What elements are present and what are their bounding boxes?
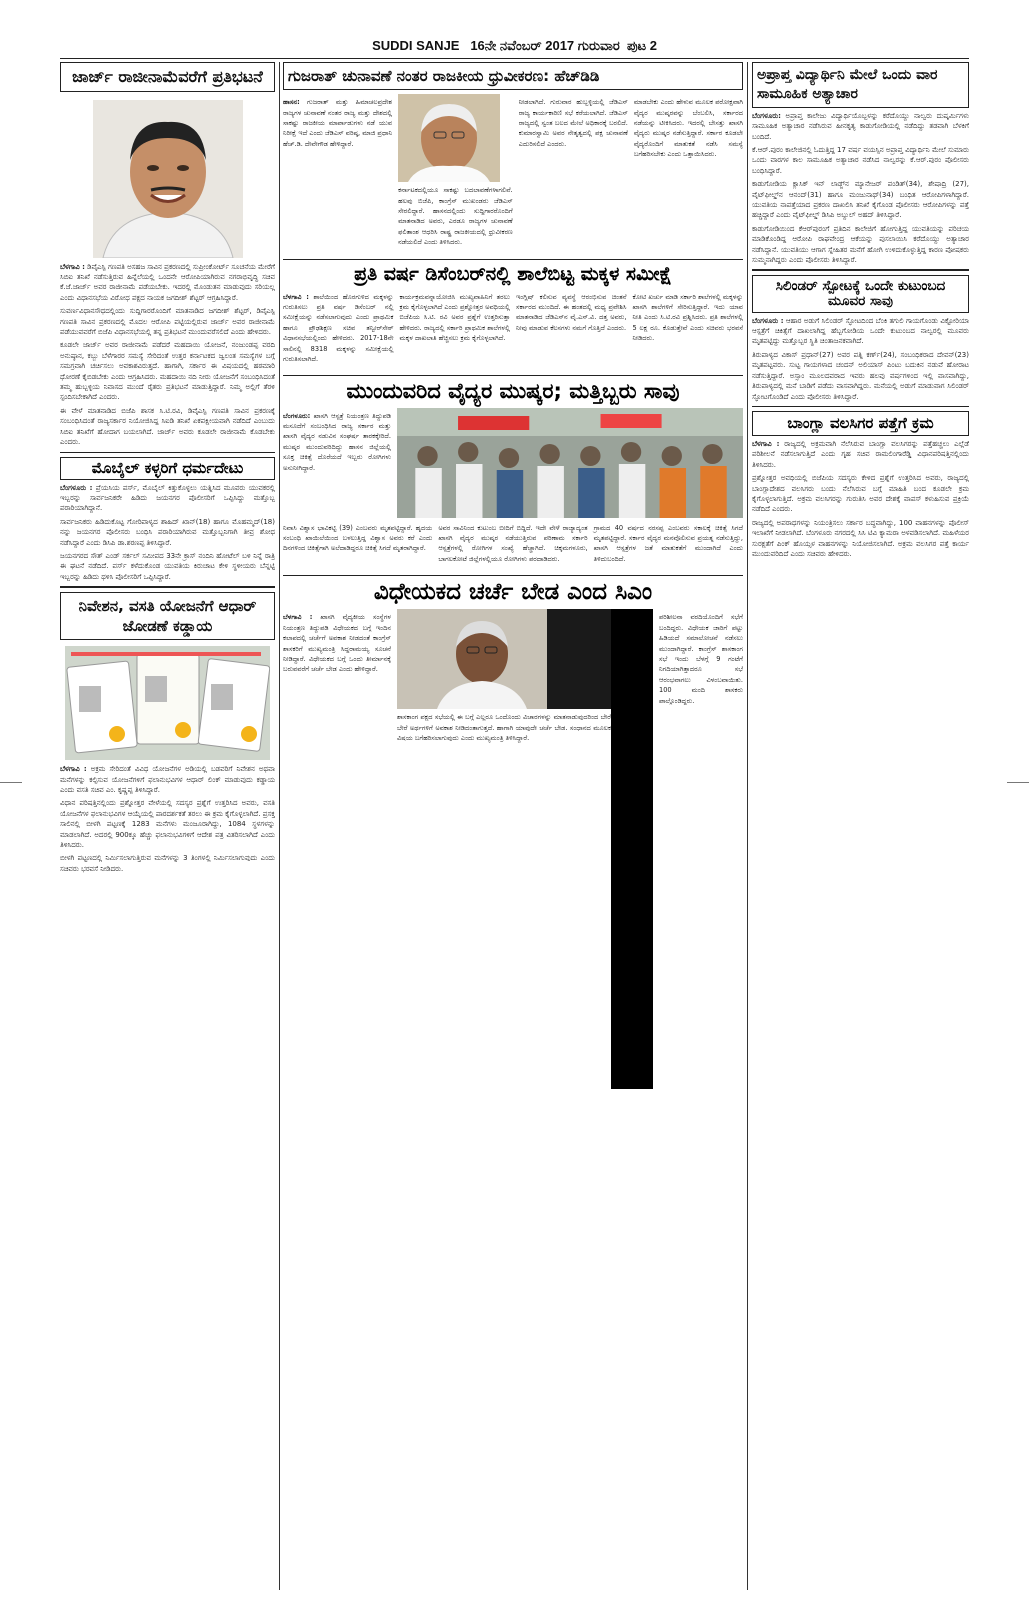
headline-mobile-thieves: ಮೊಬೈಲ್ ಕಳ್ಳರಿಗೆ ಧರ್ಮದೇಟು xyxy=(60,457,275,480)
article-text: ಕೆ.ಆರ್.ಪುರಂ ಕಾಲೇಜಿನಲ್ಲಿ ಓದುತ್ತಿದ್ದ 17 ವರ್ಷ ವಯಸ್ಸಿನ ಅಪ್ರಾಪ್ತ ವಿದ್ಯಾರ್ಥಿನಿ ಮೇಲೆ ಸುಮಾರು ಒಂದು ವಾರಗಳ ಕಾಲ ಸಾಮೂಹಿಕ ಅತ್ಯಾಚಾರ ನಡೆಸಿದ ನಾಲ್ವರನ್ನು ಕೆ.ಆರ್.ಪುರಂ ಪೊಲೀಸರು ಬಂಧಿಸಿದ್ದಾರೆ. xyxy=(752,146,969,175)
article-text: ಶಾಲೆಯಿಂದ ಹೊರಗುಳಿದ ಮಕ್ಕಳನ್ನು ಗುರುತಿಸಲು ಪ್ರತಿ ವರ್ಷ ಡಿಸೆಂಬರ್ ನಲ್ಲಿ ಸಮೀಕ್ಷೆಯನ್ನು ನಡೆಸಲಾಗುವುದು ಎಂದು ಪ್ರಾಥಮಿಕ ಹಾಗೂ ಪ್ರೌಢಶಿಕ್ಷಣ ಸಚಿವ ತನ್ವೀರ್‌ಸೇಠ್ ವಿಧಾನಸಭೆಯಲ್ಲಿಂದು ಹೇಳಿದರು. 2017-18ನೇ ಸಾಲಿನಲ್ಲಿ 8318 ಮಕ್ಕಳನ್ನು ಸಮೀಕ್ಷೆಯಲ್ಲಿ ಗುರುತಿಸಲಾಗಿದೆ. xyxy=(283,292,394,364)
headline-bangla-migrants: ಬಾಂಗ್ಲಾ ವಲಸಿಗರ ಪತ್ತೆಗೆ ಕ್ರಮ xyxy=(752,411,969,436)
article-text: ಮಾಡಬೇಕು ಎಂದು ಹೇಳುವ ಮೂಲಕ ಪರೋಕ್ಷವಾಗಿ ವೈದ್ಯರ ಮುಷ್ಕರವನ್ನು ಬೆಂಬಲಿಸಿ, ಸರ್ಕಾರದ ನಡೆಯನ್ನು ಟೀಕಿಸಿದರು. ಇದರಲ್ಲಿ ಬೇಸತ್ತು ಖಾಸಗಿ ವೈದ್ಯರು ಮುಷ್ಕರ ನಡೆಸುತ್ತಿದ್ದಾರೆ. ಸರ್ಕಾರ ಕೂಡಲೇ ವೈದ್ಯರೊಂದಿಗೆ ಮಾತುಕತೆ ನಡೆಸಿ ಸಮಸ್ಯೆ ಬಗೆಹರಿಸಬೇಕು ಎಂದು ಒತ್ತಾಯಿಸಿದರು. xyxy=(633,98,743,159)
column-rule xyxy=(747,62,748,1590)
article-text: ಸುವರ್ಣವಿಧಾನಸೌಧದಲ್ಲಿಂದು ಸುದ್ದಿಗಾರರೊಂದಿಗೆ ಮಾತನಾಡಿದ ಜಗದೀಶ್ ಶೆಟ್ಟರ್, ಡಿವೈಎಸ್ಪಿ ಗಣಪತಿ ಸಾವಿನ ಪ್ರಕರಣದಲ್ಲಿ ಮೊದಲ ಆರೋಪಿ ಪಟ್ಟಿಯಲ್ಲಿರುವ ಜಾರ್ಜ್ ಅವರ ರಾಜೀನಾಮೆ ಪಡೆಯುವವರೆಗೆ ಬಿಜೆಪಿ ವಿಧಾನಸಭೆಯಲ್ಲಿ ತನ್ನ ಪ್ರತಿಭಟನೆ ಮುಂದುವರೆಸಲಿದೆ ಎಂದು ಹೇಳಿದರು. xyxy=(60,307,275,337)
dateline: ಬೆಳಗಾವಿ : xyxy=(283,613,313,622)
issue-date: 16ನೇ ನವೆಂಬರ್ 2017 ಗುರುವಾರ xyxy=(470,38,620,53)
headline-gujarat-election: ಗುಜರಾತ್ ಚುನಾವಣೆ ನಂತರ ರಾಜಕೀಯ ಧ್ರುವೀಕರಣ: ಹೆಚ್‌ಡಿಡಿ xyxy=(283,62,743,90)
article-text: ಕಾರ್ಯಕ್ರಮವನ್ನಾಯೋಜಿಸಿ ಮುಖ್ಯವಾಹಿನಿಗೆ ತರಲು ಕ್ರಮ ಕೈಗೊಳ್ಳಲಾಗಿದೆ ಎಂದು ಪ್ರಶ್ನೋತ್ತರ ಅವಧಿಯಲ್ಲಿ ಬಿಜೆಪಿಯ ಸಿ.ಟಿ. ರವಿ ಅವರ ಪ್ರಶ್ನೆಗೆ ಉತ್ತರಿಸುತ್ತಾ ಹೇಳಿದರು. ರಾಜ್ಯದಲ್ಲಿ ಸರ್ಕಾರಿ ಪ್ರಾಥಮಿಕ ಶಾಲೆಗಳಲ್ಲಿ ಮಕ್ಕಳ ದಾಖಲಾತಿ ಹೆಚ್ಚಿಸಲು ಕ್ರಮ ಕೈಗೊಳ್ಳಲಾಗಿದೆ. xyxy=(399,292,510,343)
article-text: ರಾಜ್ಯದಲ್ಲಿ ಅಕ್ರಮವಾಗಿ ನೆಲೆಸಿರುವ ಬಾಂಗ್ಲಾ ವಲಸಿಗರನ್ನು ಪತ್ತೆಹಚ್ಚಲು ಎಲ್ಲೆಡೆ ಪರಿಶೀಲನೆ ನಡೆಸಲಾಗುತ್ತಿದೆ ಎಂದು ಗೃಹ ಸಚಿವ ರಾಮಲಿಂಗಾರೆಡ್ಡಿ ವಿಧಾನಪರಿಷತ್ತಿನಲ್ಲಿಂದು ತಿಳಿಸಿದರು. xyxy=(752,439,969,469)
protest-photo xyxy=(397,408,743,518)
politician-photo xyxy=(93,100,243,258)
center-column xyxy=(283,62,743,1590)
page-number: ಪುಟ 2 xyxy=(627,38,657,53)
article-text: ಅಪ್ರಾಪ್ತ ಕಾಲೇಜು ವಿದ್ಯಾರ್ಥಿಯೊಬ್ಬಳನ್ನು ಕರೆದೊಯ್ದು ನಾಲ್ವರು ದುಷ್ಕರ್ಮಿಗಳು ಸಾಮೂಹಿಕ ಅತ್ಯಾಚಾರ ನಡೆಸಿರುವ ಹೀನಕೃತ್ಯ ಕಾಡುಗೋಡಿಯಲ್ಲಿ ನಡೆದಿದ್ದು ತಡವಾಗಿ ಬೆಳಕಿಗೆ ಬಂದಿದೆ. xyxy=(752,111,969,141)
article-text: ಕರ್ನಾಟಕದಲ್ಲಿಯೂ ಸಾಕಷ್ಟು ಬದಲಾವಣೆಗಳಾಗಲಿವೆ. ಹಲವು ಬಿಜೆಪಿ, ಕಾಂಗ್ರೆಸ್ ಮುಖಂಡರು ಜೆಡಿಎಸ್ ಸೇರಲಿದ್ದಾರೆ. ಹಾಸನದಲ್ಲಿಂದು ಸುದ್ದಿಗಾರರೊಂದಿಗೆ ಮಾತನಾಡಿದ ಅವರು, ಎರಡೂ ರಾಜ್ಯಗಳ ಚುನಾವಣೆ ಫಲಿತಾಂಶ ಆಧರಿಸಿ ರಾಷ್ಟ್ರ ರಾಜಕೀಯದಲ್ಲಿ ಧ್ರುವೀಕರಣ ನಡೆಯಲಿದೆ ಎಂದು ತಿಳಿಸಿದರು. xyxy=(398,186,513,247)
article-text: ವಿಧಾನ ಪರಿಷತ್ತಿನಲ್ಲಿಂದು ಪ್ರಶ್ನೋತ್ತರ ವೇಳೆಯಲ್ಲಿ ಸದಸ್ಯರ ಪ್ರಶ್ನೆಗೆ ಉತ್ತರಿಸಿದ ಅವರು, ವಸತಿ ಯೋಜನೆಗಳ ಫಲಾನುಭವಿಗಳ ಆಯ್ಕೆಯಲ್ಲಿ ಪಾರದರ್ಶಕತೆ ತರಲು ಈ ಕ್ರಮ ಕೈಗೊಳ್ಳಲಾಗಿದೆ. ಪ್ರಸಕ್ತ ಸಾಲಿನಲ್ಲಿ ಬೀಳಗಿ ಪಟ್ಟಣಕ್ಕೆ 1283 ಮನೆಗಳು ಮಂಜೂರಾಗಿದ್ದು, 1084 ಸ್ಥಳಗಳನ್ನು ಮಾಡಲಾಗಿದೆ. ಅದರಲ್ಲಿ 900ಕ್ಕೂ ಹೆಚ್ಚು ಫಲಾನುಭವಿಗಳಿಗೆ ಆದೇಶ ಪತ್ರ ವಿತರಿಸಲಾಗಿದೆ ಎಂದು ತಿಳಿಸಿದರು. xyxy=(60,799,275,849)
headline-gang-rape: ಅಪ್ರಾಪ್ತ ವಿದ್ಯಾರ್ಥಿನಿ ಮೇಲೆ ಒಂದು ವಾರ ಸಾಮೂಹಿಕ ಅತ್ಯಾಚಾರ xyxy=(752,62,969,108)
dateline: ಬೆಂಗಳೂರು : xyxy=(752,316,784,325)
dateline: ಬೆಳಗಾವಿ : xyxy=(60,765,87,774)
headline-cylinder-blast: ಸಿಲಿಂಡರ್ ಸ್ಪೋಟಕ್ಕೆ ಒಂದೇ ಕುಟುಂಬದ ಮೂವರ ಸಾವು xyxy=(752,275,969,313)
article-text: ಕಾಡುಗೋಡಿಯಿಂದ ಕೆಆರ್‌ಪುರಂಗೆ ಪ್ರತಿದಿನ ಕಾಲೇಜಿಗೆ ಹೋಗುತ್ತಿದ್ದ ಯುವತಿಯನ್ನು ಪರಿಚಯ ಮಾಡಿಕೊಂಡಿದ್ದ ಆರೋಪಿ ರಾಘವೇಂದ್ರ ಆಕೆಯನ್ನು ಪುಸಲಾಯಿಸಿ ಕರೆದೊಯ್ದು ಅತ್ಯಾಚಾರ ನಡೆಸಿದ್ದಾನೆ. ಯುವತಿಯು ಆಗಾಗ ಸ್ನೇಹಿತರ ಮನೆಗೆ ಹೋಗಿ ಉಳಿದುಕೊಳ್ಳುತ್ತಿದ್ದ ಕಾರಣ ಪೋಷಕರು ಸುಮ್ಮನಾಗಿದ್ದರು ಎಂದು ಪೊಲೀಸರು ತಿಳಿಸಿದ್ದಾರೆ. xyxy=(752,224,969,265)
article-text: ಆಹಾರ ಅಡುಗೆ ಸಿಲಿಂಡರ್ ಸ್ಫೋಟದಿಂದ ಬೆಂಕಿ ತಗುಲಿ ಗಾಯಗೊಂಡು ವಿಕ್ಟೋರಿಯಾ ಆಸ್ಪತ್ರೆಗೆ ಚಿಕಿತ್ಸೆಗೆ ದಾಖಲಾಗಿದ್ದ ಹೆಬ್ಬಗೋಡಿಯ ಒಂದೇ ಕುಟುಂಬದ ನಾಲ್ವರಲ್ಲಿ ಮೂವರು ಮೃತಪಟ್ಟಿದ್ದು ಮತ್ತೊಬ್ಬರ ಸ್ಥಿತಿ ಚಿಂತಾಜನಕವಾಗಿದೆ. xyxy=(752,316,969,346)
crop-mark-left xyxy=(0,782,22,783)
left-column xyxy=(60,62,275,1590)
article-text: ರಾಜ್ಯದಲ್ಲಿ ಅಪರಾಧಗಳನ್ನು ನಿಯಂತ್ರಿಸಲು ಸರ್ಕಾರ ಬದ್ಧವಾಗಿದ್ದು, 100 ವಾಹನಗಳನ್ನು ಪೊಲೀಸ್ ಇಲಾಖೆಗೆ ನೀಡಲಾಗಿದೆ. ಬೆಂಗಳೂರು ನಗರದಲ್ಲಿ ಸಿಸಿ ಟಿವಿ ಕ್ಯಾಮರಾ ಅಳವಡಿಸಲಾಗಿದೆ. ಮಹಿಳೆಯರ ಸುರಕ್ಷತೆಗೆ ಪಿಂಕ್ ಹೊಯ್ಸಳ ವಾಹನಗಳನ್ನು ನಿಯೋಜಿಸಲಾಗಿದೆ. ಅಕ್ರಮ ವಲಸಿಗರ ಪತ್ತೆ ಕಾರ್ಯ ಮುಂದುವರಿದಿದೆ ಎಂದು ಸಚಿವರು ಹೇಳಿದರು. xyxy=(752,518,969,558)
article-text: ಕೋಟಿ ಖರ್ಚು ಮಾಡಿ ಸರ್ಕಾರಿ ಶಾಲೆಗಳಲ್ಲಿ ಮಕ್ಕಳನ್ನು ಖಾಸಗಿ ಶಾಲೆಗಳಿಗೆ ಸೇರಿಸುತ್ತಿದ್ದಾರೆ. ಇದು ಯಾವ ನೀತಿ ಎಂದು ಸಿ.ಟಿ.ರವಿ ಪ್ರಶ್ನಿಸಿದರು. ಪ್ರತಿ ಶಾಲೆಗಳಲ್ಲಿ 5 ಲಕ್ಷ ರೂ. ಕೊಡುತ್ತೇವೆ ಎಂದು ಸಚಿವರು ಭರವಸೆ ನೀಡಿದರು. xyxy=(632,292,743,343)
article-text: ನಿವಾಸಿ ವಿಶ್ವಾಸ ಭಾವಿಕಟ್ಟಿ (39) ಎಂಬವರು ಮೃತಪಟ್ಟಿದ್ದಾರೆ. ಹೃದಯ ಸಂಬಂಧಿ ಖಾಯಿಲೆಯಿಂದ ಬಳಲುತ್ತಿದ್ದ ವಿಶ್ವಾಸ ಅವರು ಕರೆ ಎಂದು ದಿನಗಳಿಂದ ಚಿಕಿತ್ಸೆಗಾಗಿ ಅಲೆದಾಡಿದ್ದರೂ ಚಿಕಿತ್ಸೆ ಸಿಗದೆ ಮೃತರಾಗಿದ್ದಾರೆ. xyxy=(283,523,433,553)
crop-mark-right xyxy=(1007,782,1029,783)
article-text: ಶಾಸಕಾಂಗ ಪಕ್ಷದ ಸಭೆಯಲ್ಲಿ ಈ ಬಗ್ಗೆ ಎಲ್ಲರೂ ಒಂದೊಂದು ವಿಚಾರಗಳನ್ನು ಮಾತನಾಡುವುದರಿಂದ ಬೇರೆ ಬೇರೆ ಅರ್ಥಗಳಿಗೆ ಅವಕಾಶ ನೀಡಿದಂತಾಗುತ್ತದೆ. ಹಾಗಾಗಿ ಯಾವುದೇ ಚರ್ಚೆ ಬೇಡ. ಸಂಧಾನದ ಮೂಲಕ ವಿಷಯ ಬಗೆಹರಿಸಲಾಗುವುದು ಎಂದು ಮುಖ್ಯಮಂತ್ರಿ ತಿಳಿಸಿದ್ದಾರೆ. xyxy=(397,713,611,743)
dateline: ಬೆಂಗಳೂರು : xyxy=(60,483,93,492)
hdd-photo xyxy=(398,94,500,182)
headline-doctors-strike: ಮುಂದುವರಿದ ವೈದ್ಯರ ಮುಷ್ಕರ; ಮತ್ತಿಬ್ಬರು ಸಾವು xyxy=(283,375,743,403)
article-text: ತಿರುಪಾಳ್ಯದ ವಿಕಾಸ್ ಪ್ರಧಾನ್(27) ಅವರ ಪತ್ನಿ ಕರ್ಣ್(24), ಸಂಬಂಧಿಕರಾದ ದೇವನ್(23) ಮೃತಪಟ್ಟವರು. ಸುಟ್ಟ ಗಾಯಗಳಾದ ಚಂದನ್ ಅಲಿಯಾಸ್ ಪಿಂಟು ಬದುಕಿನ ನಡುವೆ ಹೋರಾಟ ನಡೆಸುತ್ತಿದ್ದಾರೆ. ಅಸ್ಸಾಂ ಮೂಲದವರಾದ ಇವರು ಹಲವು ವರ್ಷಗಳಿಂದ ಇಲ್ಲಿ ವಾಸವಾಗಿದ್ದು, ತಿರುಪಾಳ್ಯದಲ್ಲಿ ಮನೆ ಬಾಡಿಗೆ ಪಡೆದು ವಾಸವಾಗಿದ್ದರು. ಮನೆಯಲ್ಲಿ ಅಡುಗೆ ಮಾಡುವಾಗ ಸಿಲಿಂಡರ್ ಸ್ಫೋಟಗೊಂಡಿದೆ ಎಂದು ಪೊಲೀಸರು ತಿಳಿಸಿದ್ದಾರೆ. xyxy=(752,350,969,401)
headline-george-protest: ಜಾರ್ಜ್ ರಾಜೀನಾಮೆವರೆಗೆ ಪ್ರತಿಭಟನೆ xyxy=(60,62,275,92)
article-text: ಜಯನಗರದ ಸೌತ್ ಎಂಡ್ ಸರ್ಕಲ್ ಸಮೀಪದ 33ನೇ ಕ್ರಾಸ್ ನಂದಿನಿ ಹೋಟೆಲ್ ಬಳಿ ನಿನ್ನೆ ರಾತ್ರಿ ಈ ಘಟನೆ ನಡೆದಿದೆ. ಪರ್ಸ್ ಕಳೆದುಕೊಂಡ ಯುವತಿಯ ಕಿರುಚಾಟ ಕೇಳಿ ಸ್ಥಳೀಯರು ಬೆನ್ನಟ್ಟಿ ಇಬ್ಬರನ್ನು ಹಿಡಿದು ಥಳಿಸಿ ಪೊಲೀಸರಿಗೆ ಒಪ್ಪಿಸಿದ್ದಾರೆ. xyxy=(60,551,275,581)
article-text: ಪರಿಶೀಲನಾ ವರದಿಯೊಂದಿಗೆ ಸಭೆಗೆ ಬಂದಿದ್ದರು. ವಿಧೇಯಕ ಜಾರಿಗೆ ಪಟ್ಟು ಹಿಡಿಯದೆ ಸಮಾಲೋಚನೆ ನಡೆಸಲು ಮುಂದಾಗಿದ್ದಾರೆ. ಕಾಂಗ್ರೆಸ್ ಶಾಸಕಾಂಗ ಸಭೆ ಇಂದು ಬೆಳಗ್ಗೆ 9 ಗಂಟೆಗೆ ನಿಗದಿಯಾಗಿತ್ತಾದರೂ ಸಭೆ ಆರಂಭವಾಗಲು ವಿಳಂಬವಾಯಿತು. 100 ಮಂದಿ ಶಾಸಕರು ಪಾಲ್ಗೊಂಡಿದ್ದರು. xyxy=(659,613,743,705)
article-text: ಪ್ರೆಯಸಿಯ ಪರ್ಸ್, ಮೊಬೈಲ್ ಕಿತ್ತುಕೊಳ್ಳಲು ಯತ್ನಿಸಿದ ಮೂವರು ಯುವಕರಲ್ಲಿ ಇಬ್ಬರನ್ನು ಸಾರ್ವಜನಿಕರೇ ಹಿಡಿದು ಜಯನಗರ ಪೊಲೀಸರಿಗೆ ಒಪ್ಪಿಸಿದ್ದು ಮತ್ತೊಬ್ಬ ಪರಾರಿಯಾಗಿದ್ದಾನೆ. xyxy=(60,483,275,513)
article-text: ಕೂಡಲೇ ಜಾರ್ಜ್ ಅವರ ರಾಜೀನಾಮೆ ಪಡೆದರೆ ಮಹದಾಯಿ ಯೋಜನೆ, ನಂಜುಂಡಪ್ಪ ವರದಿ ಅನುಷ್ಠಾನ, ಕಬ್ಬು ಬೆಳೆಗಾರರ ಸಮಸ್ಯೆ ಸೇರಿದಂತೆ ಉತ್ತರ ಕರ್ನಾಟಕದ ಜ್ವಲಂತ ಸಮಸ್ಯೆಗಳ ಬಗ್ಗೆ ಸಮಗ್ರವಾಗಿ ಚರ್ಚಿಸಲು ಅವಕಾಶವಿರುತ್ತದೆ. ಹಾಗಾಗಿ, ಸರ್ಕಾರ ಈ ವಿಷಯದಲ್ಲಿ ಹಠಮಾರಿ ಧೋರಣೆ ಕೈಬಿಡಬೇಕು ಎಂದು ಆಗ್ರಹಿಸಿದರು. ಮಹದಾಯಿ ನದಿ ನೀರು ಯೋಜನೆಗೆ ಸಂಬಂಧಿಸಿದಂತೆ ತಮ್ಮ ಹುಬ್ಬಳ್ಳಿಯ ನಿವಾಸದ ಮುಂದೆ ರೈತರು ಪ್ರತಿಭಟನೆ ಮಾಡುತ್ತಿದ್ದಾರೆ. ನಿಮ್ಮ ಅಲ್ಲಿಗೆ ತೆರಳಿ ಸ್ಪಂದಿಸಬೇಕಾಗಿದೆ ಎಂದರು. xyxy=(60,341,275,402)
dateline: ಬೆಂಗಳೂರು: xyxy=(752,111,781,120)
article-text: ಅವರ ಸಾವಿನಿಂದ ಕುಟುಂಬ ಬೀದಿಗೆ ಬಿದ್ದಿದೆ. ಇದೇ ವೇಳೆ ರಾಜ್ಯಾದ್ಯಂತ ಖಾಸಗಿ ವೈದ್ಯರ ಮುಷ್ಕರ ನಡೆಯುತ್ತಿರುವ ಪರಿಣಾಮ ಸರ್ಕಾರಿ ಆಸ್ಪತ್ರೆಗಳಲ್ಲಿ ರೋಗಿಗಳ ಸಂಖ್ಯೆ ಹೆಚ್ಚಾಗಿದೆ. ಚಿಕ್ಕಮಗಳೂರು, ಬಾಗಲಕೋಟೆ ಜಿಲ್ಲೆಗಳಲ್ಲಿಯೂ ರೋಗಿಗಳು ಪರದಾಡಿದರು. xyxy=(438,523,588,563)
paper-name: SUDDI SANJE xyxy=(372,38,460,53)
article-text: ನೀಡಲಾಗಿದೆ. ಗುರುವಾರ ಹುಬ್ಬಳ್ಳಿಯಲ್ಲಿ ಜೆಡಿಎಸ್ ರಾಜ್ಯ ಕಾರ್ಯಕಾರಿಣಿ ಸಭೆ ಕರೆಯಲಾಗಿದೆ. ಜೆಡಿಎಸ್ ರಾಜ್ಯದಲ್ಲಿ ಸ್ವಂತ ಬಲದ ಮೇಲೆ ಅಧಿಕಾರಕ್ಕೆ ಬರಲಿದೆ. ಕುಮಾರಸ್ವಾಮಿ ಅವರ ನೇತೃತ್ವದಲ್ಲಿ ಪಕ್ಷ ಚುನಾವಣೆ ಎದುರಿಸಲಿದೆ ಎಂದರು. xyxy=(518,98,628,148)
article-text: ಕಾಡುಗೋಡಿಯ ಕ್ಲಾಸಿಕ್ ಇನ್ ಲಾಡ್ಜ್‌ನ ಮ್ಯಾನೇಜರ್ ಪಂಡಿತ್(34), ಶೇಷಾದ್ರಿ (27), ವೈಟ್‌ಫೀಲ್ಡ್‌ನ ಆನಂದ್(31) ಹಾಗೂ ಮಂಜುನಾಥ್(34) ಬಂಧಿತ ಆರೋಪಿಗಳಾಗಿದ್ದಾರೆ. ಯುವತಿಯ ನಾಪತ್ತೆಯಾದ ಪ್ರಕರಣ ದಾಖಲಿಸಿ ತನಿಖೆ ಕೈಗೊಂಡ ಪೊಲೀಸರು ಆರೋಪಿಗಳನ್ನು ಪತ್ತೆ ಹಚ್ಚಿದ್ದಾರೆ ಎಂದು ವೈಟ್‌ಫೀಲ್ಡ್ ಡಿಸಿಪಿ ಅಬ್ದುಲ್ ಅಹದ್ ತಿಳಿಸಿದ್ದಾರೆ. xyxy=(752,180,969,220)
article-text: ಪ್ರಶ್ನೋತ್ತರ ಅವಧಿಯಲ್ಲಿ ಬಿಜೆಪಿಯ ಸದಸ್ಯರು ಕೇಳಿದ ಪ್ರಶ್ನೆಗೆ ಉತ್ತರಿಸಿದ ಅವರು, ರಾಜ್ಯದಲ್ಲಿ ಬಾಂಗ್ಲಾದೇಶದ ವಲಸಿಗರು ಬಂದು ನೆಲೆಸಿರುವ ಬಗ್ಗೆ ಮಾಹಿತಿ ಬಂದ ಕೂಡಲೇ ಕ್ರಮ ಕೈಗೊಳ್ಳಲಾಗುತ್ತಿದೆ. ಅಕ್ರಮ ವಲಸಿಗರನ್ನು ಗುರುತಿಸಿ ಅವರ ದೇಶಕ್ಕೆ ವಾಪಸ್ ಕಳುಹಿಸುವ ಪ್ರಕ್ರಿಯೆ ನಡೆದಿದೆ ಎಂದರು. xyxy=(752,474,969,514)
article-text: ಗ್ರಾಮದ 40 ವರ್ಷದ ನರಸಪ್ಪ ಎಂಬವರು ಸಕಾಲಕ್ಕೆ ಚಿಕಿತ್ಸೆ ಸಿಗದೆ ಮೃತಪಟ್ಟಿದ್ದಾರೆ. ಸರ್ಕಾರ ವೈದ್ಯರ ಮನವೊಲಿಸುವ ಪ್ರಯತ್ನ ನಡೆಸುತ್ತಿದ್ದು, ಖಾಸಗಿ ಆಸ್ಪತ್ರೆಗಳ ಜತೆ ಮಾತುಕತೆಗೆ ಮುಂದಾಗಿದೆ ಎಂದು ತಿಳಿದುಬಂದಿದೆ. xyxy=(593,523,743,563)
article-text: ಇಂಗ್ಲಿಷ್ ಕಲಿಸುವ ವ್ಯವಸ್ಥೆ ಆರಂಭಿಸುವ ಚಿಂತನೆ ಸರ್ಕಾರದ ಮುಂದಿದೆ. ಈ ಹಂತದಲ್ಲಿ ಮಧ್ಯ ಪ್ರವೇಶಿಸಿ ಮಾತನಾಡಿದ ಜೆಡಿಎಸ್‌ನ ವೈ.ಎಸ್.ವಿ. ದತ್ತ ಅವರು, ನೀವು ಮಾಡುವ ಕೆಲಸಗಳು ನಮಗೆ ಗೊತ್ತಿದೆ ಎಂದರು. xyxy=(516,292,627,332)
dateline: ಬೆಳಗಾವಿ : xyxy=(283,292,309,301)
article-text: ಸಾರ್ವಜನಿಕರು ಹಿಡಿದುಕೊಟ್ಟ ಗೋರಿಪಾಳ್ಯದ ಶಾಹಿದ್ ಖಾನ್(18) ಹಾಗೂ ಮೊಹಮ್ಮದ್(18) ನನ್ನು ಜಯನಗರ ಪೊಲೀಸರು ಬಂಧಿಸಿ ಪರಾರಿಯಾಗಿರುವ ಮತ್ತೊಬ್ಬನಿಗಾಗಿ ತೀವ್ರ ಶೋಧ ನಡೆಸಿದ್ದಾರೆ ಎಂದು ಡಿಸಿಪಿ ಡಾ.ಶರಣಪ್ಪ ತಿಳಿಸಿದ್ದಾರೆ. xyxy=(60,517,275,547)
aadhaar-cards-photo xyxy=(65,646,270,760)
cm-photo xyxy=(397,609,611,709)
article-text: ಈ ವೇಳೆ ಮಾತನಾಡಿದ ಬಿಜೆಪಿ ಶಾಸಕ ಸಿ.ಟಿ.ರವಿ, ಡಿವೈಎಸ್ಪಿ ಗಣಪತಿ ಸಾವಿನ ಪ್ರಕರಣಕ್ಕೆ ಸಂಬಂಧಿಸಿದಂತೆ ರಾಜ್ಯಸರ್ಕಾರ ನಿಯೋಜಿಸಿದ್ದ ಸಿಐಡಿ ತನಿಖೆ ಏಕಪಕ್ಷೀಯವಾಗಿ ನಡೆದಿದೆ ಎಂಬುದು ಸಿಬಿಐ ತನಿಖೆಗೆ ಹೋದಾಗ ಬಯಲಾಗಿದೆ. ಜಾರ್ಜ್ ಅವರು ಕೂಡಲೇ ರಾಜೀನಾಮೆ ಕೊಡಬೇಕು ಎಂದರು. xyxy=(60,406,275,447)
dateline: ಹಾಸನ: xyxy=(283,98,300,107)
column-rule xyxy=(279,62,280,1590)
headline-aadhaar-housing: ನಿವೇಶನ, ವಸತಿ ಯೋಜನೆಗೆ ಆಧಾರ್ ಜೋಡಣೆ ಕಡ್ಡಾಯ xyxy=(60,592,275,641)
article-text: ಖಾಸಗಿ ಆಸ್ಪತ್ರೆ ನಿಯಂತ್ರಣ ತಿದ್ದುಪಡಿ ಮಸೂದೆಗೆ ಸಂಬಂಧಿಸಿದ ರಾಜ್ಯ ಸರ್ಕಾರ ಮತ್ತು ಖಾಸಗಿ ವೈದ್ಯರ ನಡುವಿನ ಸಂಘರ್ಷ ತಾರಕಕ್ಕೇರಿದೆ. ಮುಷ್ಕರ ಮುಂದುವರಿದಿದ್ದು ಹಾಸನ ಜಿಲ್ಲೆಯಲ್ಲಿ ಸೂಕ್ತ ಚಿಕಿತ್ಸೆ ದೊರೆಯದೆ ಇಬ್ಬರು ರೋಗಿಗಳು ಅಸುನೀಗಿದ್ದಾರೆ. xyxy=(283,411,391,472)
dateline: ಬೆಳಗಾವಿ : xyxy=(60,262,85,271)
article-text: ಖಾಸಗಿ ವೈದ್ಯಕೀಯ ಸಂಸ್ಥೆಗಳ ನಿಯಂತ್ರಣ ತಿದ್ದುಪಡಿ ವಿಧೇಯಕದ ಬಗ್ಗೆ ಇಂದಿನ ಕಲಾಪದಲ್ಲಿ ಚರ್ಚೆಗೆ ಅವಕಾಶ ನೀಡದಂತೆ ಕಾಂಗ್ರೆಸ್ ಶಾಸಕರಿಗೆ ಮುಖ್ಯಮಂತ್ರಿ ಸಿದ್ದರಾಮಯ್ಯ ಸೂಚನೆ ನೀಡಿದ್ದಾರೆ. ವಿಧೇಯಕದ ಬಗ್ಗೆ ಒಂದು ತೀರ್ಮಾನಕ್ಕೆ ಬರುವವರೆಗೆ ಚರ್ಚೆ ಬೇಡ ಎಂದು ಹೇಳಿದ್ದಾರೆ. xyxy=(283,613,391,674)
article-text: ಡಿವೈಎಸ್ಪಿ ಗಣಪತಿ ಅಸಹಜ ಸಾವಿನ ಪ್ರಕರಣದಲ್ಲಿ ಸುಪ್ರೀಂಕೋರ್ಟ್ ಸೂಚನೆಯ ಮೇರೆಗೆ ಸಿಬಿಐ ತನಿಖೆ ನಡೆಸುತ್ತಿರುವ ಹಿನ್ನೆಲೆಯಲ್ಲಿ ಒಂದನೇ ಆರೋಪಿಯಾಗಿರುವ ನಗರಾಭಿವೃದ್ಧಿ ಸಚಿವ ಕೆ.ಜೆ.ಜಾರ್ಜ್ ಅವರ ರಾಜೀನಾಮೆ ಪಡೆಯಬೇಕು. ಇದರಲ್ಲಿ ಮೊಂಡುತನ ಮಾಡುವುದು ಸರಿಯಲ್ಲ ಎಂದು ವಿಧಾನಸಭೆಯ ವಿರೋಧ ಪಕ್ಷದ ನಾಯಕ ಜಗದೀಶ್ ಶೆಟ್ಟರ್ ಆಗ್ರಹಿಸಿದ್ದಾರೆ. xyxy=(60,262,275,302)
headline-cm-bill: ವಿಧೇಯಕದ ಚರ್ಚೆ ಬೇಡ ಎಂದ ಸಿಎಂ xyxy=(283,575,743,605)
dateline: ಬೆಂಗಳೂರು: xyxy=(283,411,311,420)
article-text: ಗುಜರಾತ್ ಮತ್ತು ಹಿಮಾಚಲಪ್ರದೇಶ ರಾಜ್ಯಗಳ ಚುನಾವಣೆ ನಂತರ ರಾಜ್ಯ ಮತ್ತು ದೇಶದಲ್ಲಿ ಸಾಕಷ್ಟು ರಾಜಕೀಯ ಮಾರ್ಪಾಡುಗಳು ನಡೆ ಯುವ ನಿರೀಕ್ಷೆ ಇದೆ ಎಂದು ಜೆಡಿಎಸ್ ವರಿಷ್ಠ, ಮಾಜಿ ಪ್ರಧಾನಿ ಹೆಚ್.ಡಿ. ದೇವೇಗೌಡ ಹೇಳಿದ್ದಾರೆ. xyxy=(283,98,393,148)
article-text: ಅಕ್ರಮ ಸೇರಿದಂತೆ ವಿವಿಧ ಯೋಜನೆಗಳ ಅಡಿಯಲ್ಲಿ ಬಡವರಿಗೆ ನಿವೇಶನ ಅಥವಾ ಮನೆಗಳನ್ನು ಕಲ್ಪಿಸುವ ಯೋಜನೆಗಳಿಗೆ ಫಲಾನುಭವಿಗಳ ಆಧಾರ್ ಲಿಂಕ್ ಮಾಡುವುದು ಕಡ್ಡಾಯ ಎಂದು ವಸತಿ ಸಚಿವ ಎಂ. ಕೃಷ್ಣಪ್ಪ ತಿಳಿಸಿದ್ದಾರೆ. xyxy=(60,765,275,794)
masthead xyxy=(60,36,969,59)
article-text: ಬೀಳಗಿ ಪಟ್ಟಣದಲ್ಲಿ ನಿರ್ಮಿಸಲಾಗುತ್ತಿರುವ ಮನೆಗಳನ್ನು 3 ತಿಂಗಳಲ್ಲಿ ನಿರ್ಮಿಸಲಾಗುವುದು ಎಂದು ಸಚಿವರು ಭರವಸೆ ನೀಡಿದರು. xyxy=(60,854,275,873)
redaction-bar xyxy=(611,609,653,1089)
right-column xyxy=(752,62,969,1590)
dateline: ಬೆಳಗಾವಿ : xyxy=(752,439,780,448)
headline-school-survey: ಪ್ರತಿ ವರ್ಷ ಡಿಸೆಂಬರ್‌ನಲ್ಲಿ ಶಾಲೆಬಿಟ್ಟ ಮಕ್ಕಳ ಸಮೀಕ್ಷೆ xyxy=(283,259,743,285)
